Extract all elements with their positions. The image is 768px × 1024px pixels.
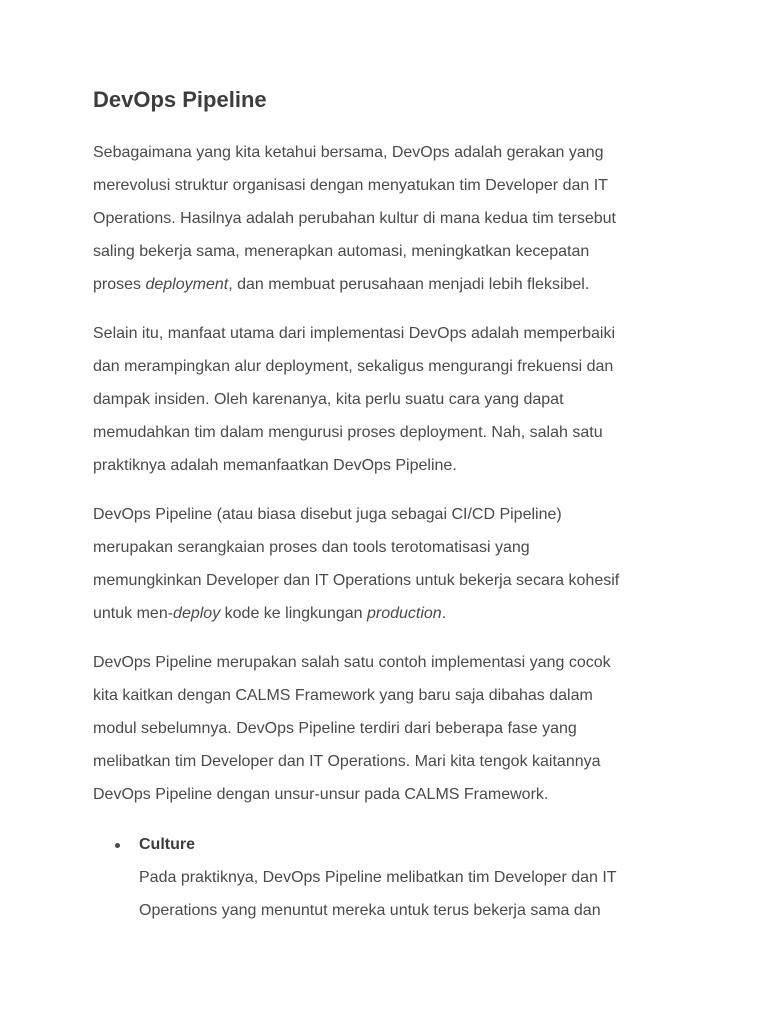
paragraph-line: Sebagaimana yang kita ketahui bersama, DevOps adalah gerakan yang (93, 144, 604, 161)
paragraph-line: merupakan serangkaian proses dan tools terotomatisasi yang (93, 538, 530, 556)
text-run: kode ke lingkungan (220, 604, 367, 622)
paragraph-line: kita kaitkan dengan CALMS Framework yang baru saja dibahas dalam (93, 686, 593, 704)
document-title: DevOps Pipeline (93, 87, 267, 112)
paragraph-line: DevOps Pipeline merupakan salah satu contoh implementasi yang cocok (93, 654, 611, 671)
paragraph-definition (93, 499, 619, 631)
paragraph-line (93, 598, 619, 631)
text-run: proses (93, 275, 146, 293)
paragraph-line: DevOps Pipeline dengan unsur-unsur pada CALMS Framework. (93, 785, 549, 803)
italic-term: deployment (145, 275, 229, 293)
italic-term: production (366, 604, 442, 622)
paragraph-line: saling bekerja sama, menerapkan automasi, meningkatkan kecepatan (93, 242, 590, 260)
text-run: , dan membuat perusahaan menjadi lebih fleksibel. (228, 275, 590, 293)
paragraph-line: dampak insiden. Oleh karenanya, kita perlu suatu cara yang dapat (93, 390, 564, 408)
paragraph-benefits (93, 318, 615, 483)
paragraph-line: praktiknya adalah memanfaatkan DevOps Pipeline. (93, 456, 457, 474)
paragraph-line: memungkinkan Developer dan IT Operations untuk bekerja secara kohesif (93, 571, 620, 589)
paragraph-line: Operations. Hasilnya adalah perubahan kultur di mana kedua tim tersebut (93, 209, 616, 227)
bullet-line: Operations yang menuntut mereka untuk terus bekerja sama dan (139, 901, 601, 919)
text-run: untuk men- (93, 604, 174, 622)
italic-term: deploy (173, 604, 221, 622)
paragraph-line: memudahkan tim dalam mengurusi proses deployment. Nah, salah satu (93, 423, 603, 441)
list-item (93, 829, 617, 928)
paragraph-intro (93, 137, 616, 302)
paragraph-line: merevolusi struktur organisasi dengan menyatukan tim Developer dan IT (93, 176, 608, 194)
paragraph-line: dan merampingkan alur deployment, sekaligus mengurangi frekuensi dan (93, 357, 614, 375)
calms-bullet-list (93, 829, 617, 928)
paragraph-line: melibatkan tim Developer dan IT Operations. Mari kita tengok kaitannya (93, 752, 601, 770)
bullet-heading: Culture (139, 836, 195, 853)
bullet-line: Pada praktiknya, DevOps Pipeline melibatkan tim Developer dan IT (139, 868, 617, 886)
paragraph-line: DevOps Pipeline (atau biasa disebut juga sebagai CI/CD Pipeline) (93, 506, 562, 523)
paragraph-line: modul sebelumnya. DevOps Pipeline terdiri dari beberapa fase yang (93, 719, 577, 737)
paragraph-line: Selain itu, manfaat utama dari implementasi DevOps adalah memperbaiki (93, 325, 616, 342)
text-run: . (441, 604, 447, 622)
paragraph-line (93, 269, 616, 302)
paragraph-calms (93, 647, 611, 812)
bullet-dot-icon (115, 843, 120, 848)
